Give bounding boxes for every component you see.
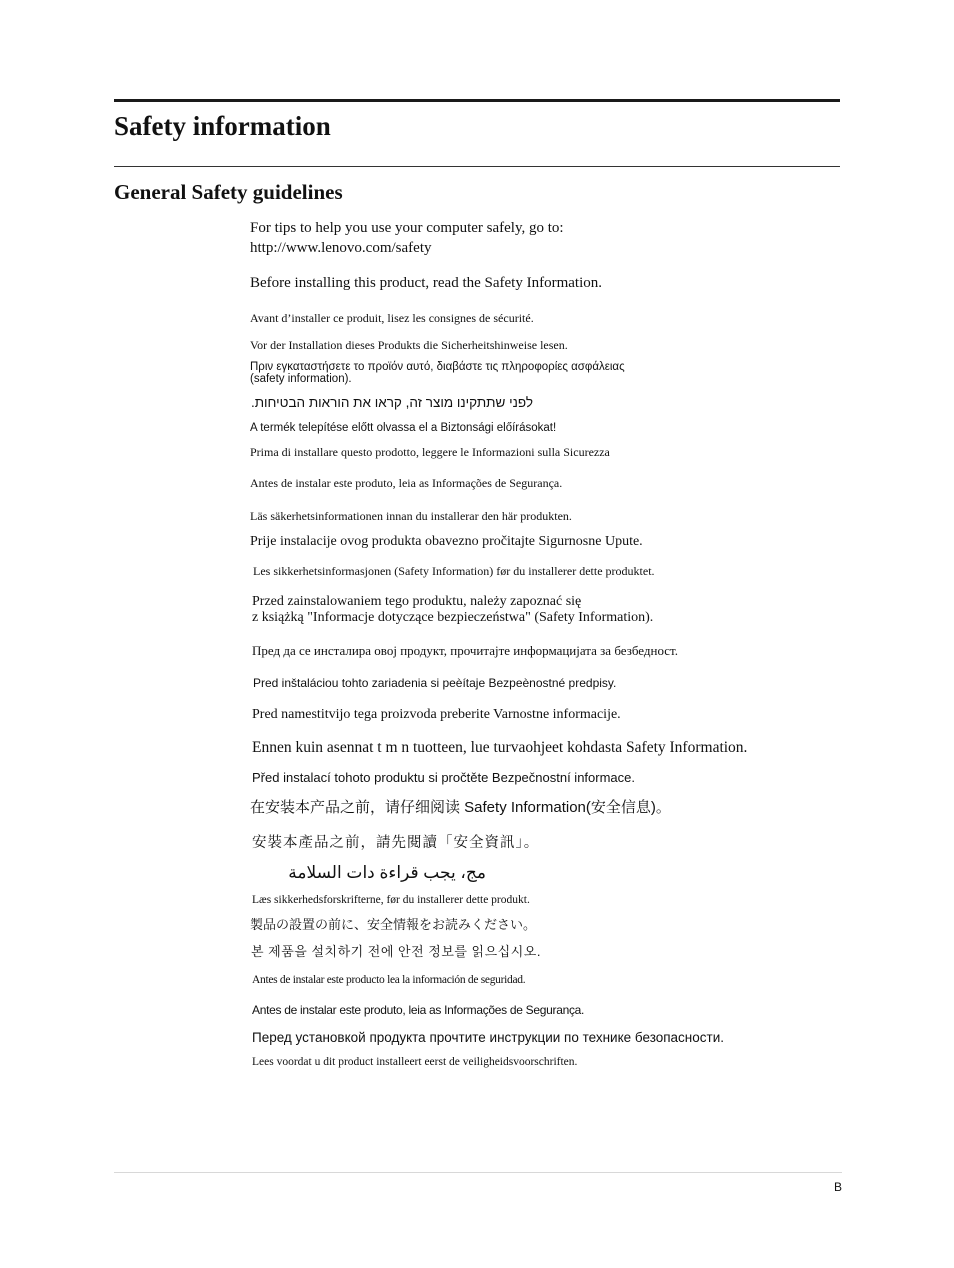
section-heading: General Safety guidelines [114,180,343,204]
translation-slovenian: Pred namestitvijo tega proizvoda preberite Varnostne informacije. [252,707,621,722]
translation-brazilian-portuguese: Antes de instalar este produto, leia as Informações de Segurança. [252,1003,585,1017]
translation-norwegian: Les sikkerhetsinformasjonen (Safety Information) før du installerer dette produktet. [253,564,655,578]
safety-url: http://www.lenovo.com/safety [250,240,432,256]
translation-croatian: Prije instalacije ovog produkta obavezno pročitajte Sigurnosne Upute. [250,534,643,549]
footer-rule [114,1172,842,1173]
translation-macedonian: Пред да се инсталира овој продукт, прочитајте информацијата за безбедност. [252,643,678,658]
page-title: Safety information [114,111,331,141]
translation-swedish: Läs säkerhetsinformationen innan du installerar den här produkten. [250,509,572,523]
intro-line: For tips to help you use your computer safely, go to: [250,220,564,236]
translation-italian: Prima di installare questo prodotto, leggere le Informazioni sulla Sicurezza [250,445,610,459]
translation-german: Vor der Installation dieses Produkts die Sicherheitshinweise lesen. [250,338,568,352]
translation-hungarian: A termék telepítése előtt olvassa el a Biztonsági előírásokat! [250,422,557,434]
translation-greek-1: Πριν εγκαταστήσετε το προϊόν αυτό, διαβάστε τις πληροφορίες ασφάλειας [250,361,625,373]
top-rule [114,99,840,102]
translation-danish: Læs sikkerhedsforskrifterne, før du installerer dette produkt. [252,894,530,906]
translation-dutch: Lees voordat u dit product installeert eerst de veiligheidsvoorschriften. [252,1056,578,1068]
translation-czech: Před instalací tohoto produktu si pročtěte Bezpečnostní informace. [252,770,635,785]
translation-traditional-chinese: 安裝本產品之前，請先閱讀「安全資訊」。 [252,835,540,851]
translation-hebrew: לפני שתתקינו מוצר זה, קראו את הוראות הבטיחות. [250,395,533,410]
translation-greek-2: (safety information). [250,373,352,385]
translation-korean: 본 제품을 설치하기 전에 안전 정보를 읽으십시오. [251,944,541,959]
translation-arabic: مج، يجب قراءة دات السلامة [288,863,486,882]
translation-french: Avant d’installer ce produit, lisez les consignes de sécurité. [250,311,534,325]
translation-japanese: 製品の設置の前に、安全情報をお読みください。 [250,917,537,932]
translation-spanish: Antes de instalar este producto lea la información de seguridad. [252,974,526,986]
translation-simplified-chinese: 在安装本产品之前，请仔细阅读 Safety Information(安全信息)。 [250,799,671,816]
intro-read-safety: Before installing this product, read the Safety Information. [250,275,602,291]
title-rule [114,166,840,167]
translation-russian: Перед установкой продукта прочтите инструкции по технике безопасности. [252,1030,724,1045]
translation-polish-2: z książką "Informacje dotyczące bezpieczeństwa" (Safety Information). [252,610,654,625]
translation-portuguese: Antes de instalar este produto, leia as Informações de Segurança. [250,476,563,490]
page-number: B [834,1180,843,1194]
translation-slovak: Pred inštaláciou tohto zariadenia si peèítaje Bezpeènostné predpisy. [253,676,617,690]
translation-polish-1: Przed zainstalowaniem tego produktu, należy zapoznać się [252,594,582,609]
translation-finnish: Ennen kuin asennat t m n tuotteen, lue turvaohjeet kohdasta Safety Information. [252,739,748,756]
